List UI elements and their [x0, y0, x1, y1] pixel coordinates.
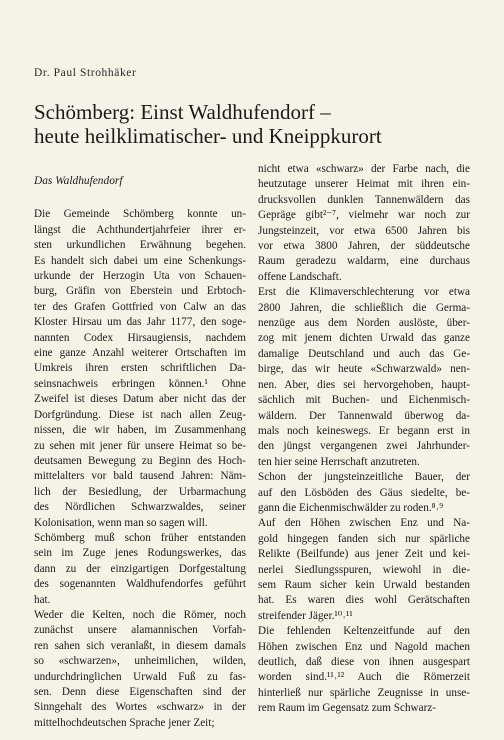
text-line: Sinngehalt des Wortes «schwarz» in der — [34, 701, 246, 714]
text-line: heutzutage unserer Heimat mit ihren ein- — [258, 178, 470, 191]
text-line: zunächst unsere alamannischen Vorfah- — [34, 624, 246, 637]
text-line: Die Gemeinde Schömberg konnte un- — [34, 208, 246, 221]
text-line: des Nördlichen Schwarzwaldes, seiner — [34, 501, 246, 514]
text-line: burg, Gräfin von Eberstein und Erbtoch- — [34, 285, 246, 298]
text-line: undurchdringlichen Urwald Fuß zu fas- — [34, 670, 246, 683]
text-line: sem Raum sicher kein Urwald bestanden — [258, 578, 470, 591]
article-title — [34, 100, 484, 148]
text-line: Auf den Höhen zwischen Enz und Na- — [258, 517, 470, 530]
text-line: birge, das wir heute «Schwarzwald» nen- — [258, 363, 470, 376]
text-line: hinterließ nur spärliche Zeugnisse in unse- — [258, 686, 470, 699]
text-line: seinsnachweis erbringen können.¹ Ohne — [34, 377, 246, 390]
text-line: ten hier seine Herrschaft anzutreten. — [258, 455, 420, 468]
title-line-2: heute heilklimatischer- und Kneippkurort — [34, 124, 382, 148]
text-line: Kloster Hirsau um das Jahr 1177, den soge- — [34, 316, 246, 329]
text-line: gann die Eichenmischwälder zu roden.⁸˒⁹ — [258, 501, 444, 514]
text-line: streifender Jäger.¹⁰˒¹¹ — [258, 609, 353, 622]
text-line: so «schwarzen», unheimlichen, wilden, — [34, 655, 246, 668]
text-line: nicht etwa «schwarz» der Farbe nach, die — [258, 163, 470, 175]
paragraph — [258, 285, 470, 470]
paragraph — [34, 531, 246, 608]
paragraph — [34, 207, 246, 531]
text-line: Es handelt sich dabei um eine Schenkungs- — [34, 254, 246, 267]
left-column — [34, 174, 246, 731]
text-line: Zweifel ist dieses Datum aber nicht das der — [34, 393, 246, 406]
text-line: sen. Denn diese Eigenschaften sind der — [34, 686, 246, 698]
text-line: mittelalters vor bald tausend Jahren: Näm- — [34, 470, 246, 483]
text-line: zog mit jenem dichten Urwald das ganze — [258, 332, 470, 345]
text-line: hat. Es waren dies wohl Gerätschaften — [258, 594, 470, 607]
text-line: nerlei Siedlungsspuren, wiewohl in die- — [258, 563, 470, 576]
author-byline: Dr. Paul Strohhäker — [34, 67, 137, 79]
text-line: vor etwa 3800 Jahren, der süddeutsche — [258, 240, 470, 253]
text-line: Relikte (Beilfunde) aus jener Zeit und kei- — [258, 548, 470, 561]
paragraph — [258, 470, 470, 516]
text-line: deutlich, daß diese von ihnen ausgespart — [258, 656, 470, 668]
right-column-body — [258, 162, 470, 717]
paragraph — [258, 624, 470, 716]
text-line: nenzüge aus dem Norden auslöste, über- — [258, 317, 470, 330]
text-line: drucksvollen dunklen Tannenwäldern das — [258, 193, 470, 206]
text-line: zu sehen mit jener für unsere Heimat so be- — [34, 439, 246, 452]
text-line: sächlich mit Buchen- und Eichenmisch- — [258, 394, 470, 407]
text-line: Höhen zwischen Enz und Nagold machen — [258, 640, 470, 653]
text-line: mittelhochdeutschen Sprache jener Zeit; — [34, 716, 215, 729]
text-line: damalige Deutschland und auch das Ge- — [258, 347, 470, 360]
text-line: den jüngst vergangenen zwei Jahrhunder- — [258, 440, 470, 453]
section-heading: Das Waldhufendorf — [34, 175, 123, 187]
text-line: nen. Aber, dies sei hervorgehoben, haupt- — [258, 378, 470, 391]
text-line: Schon der jungsteinzeitliche Bauer, der — [258, 471, 470, 484]
text-line: Die fehlenden Keltenzeitfunde auf den — [258, 625, 470, 638]
text-line: Kolonisation, wenn man so sagen will. — [34, 516, 208, 529]
text-line: rem Raum im Gegensatz zum Schwarz- — [258, 702, 437, 715]
right-column — [258, 162, 470, 717]
text-line: sten urkundlichen Erwähnung begehen. — [34, 239, 246, 252]
text-line: auf den Lösböden des Gäus siedelte, be- — [258, 486, 470, 499]
text-line: eine ganze Anzahl weiterer Ortschaften im — [34, 347, 246, 360]
text-line: sein im Zuge jenes Rodungswerkes, das — [34, 547, 246, 560]
text-line: worden sind.¹¹˒¹² Auch die Römerzeit — [258, 671, 470, 684]
text-line: mals noch keineswegs. Er begann erst in — [258, 424, 470, 437]
text-line: längst die Achthundertjahrfeier ihrer er- — [34, 223, 246, 236]
text-line: nannten Codex Hirsaugiensis, nachdem — [34, 331, 246, 344]
paragraph — [34, 608, 246, 731]
text-line: 2800 Jahren, die schließlich die Germa- — [258, 301, 470, 314]
text-line: des sogenannten Waldhufendorfes geführt — [34, 578, 246, 591]
text-line: hat. — [34, 593, 51, 606]
text-line: wäldern. Der Tannenwald überwog da- — [258, 409, 470, 422]
text-line: Erst die Klimaverschlechterung vor etwa — [258, 286, 470, 299]
text-line: lich der Besiedlung, der Urbarmachung — [34, 485, 246, 498]
text-line: Umkreis ihren ersten schriftlichen Da- — [34, 362, 246, 375]
paragraph — [258, 516, 470, 624]
text-line: Dorfgründung. Diese ist nach allen Zeug- — [34, 408, 246, 421]
title-line-1: Schömberg: Einst Waldhufendorf – — [34, 100, 331, 124]
text-line: ren sahen sich veranlaßt, in diesem damals — [34, 639, 246, 652]
text-line: deutsamen Bewegung zu Beginn des Hoch- — [34, 454, 246, 467]
text-line: offene Landschaft. — [258, 270, 342, 283]
text-line: Weder die Kelten, noch die Römer, noch — [34, 608, 246, 621]
paragraph — [258, 162, 470, 285]
text-line: Gepräge gibt²⁻⁷, vielmehr war noch zur — [258, 209, 470, 222]
text-line: Jungsteinzeit, vor etwa 6500 Jahren bis — [258, 224, 470, 237]
left-column-body — [34, 207, 246, 731]
text-line: nissen, die wir haben, im Zusammenhang — [34, 424, 246, 437]
text-line: dann zu der einzigartigen Dorfgestaltung — [34, 562, 246, 575]
text-line: Schömberg muß schon früher entstanden — [34, 531, 246, 544]
text-line: gold hingegen fanden sich nur spärliche — [258, 532, 470, 545]
text-line: urkunde der Herzogin Uta von Schauen- — [34, 270, 246, 283]
text-line: ter des Grafen Gottfried von Calw an das — [34, 300, 246, 313]
text-line: Raum geradezu waldarm, eine durchaus — [258, 255, 470, 268]
